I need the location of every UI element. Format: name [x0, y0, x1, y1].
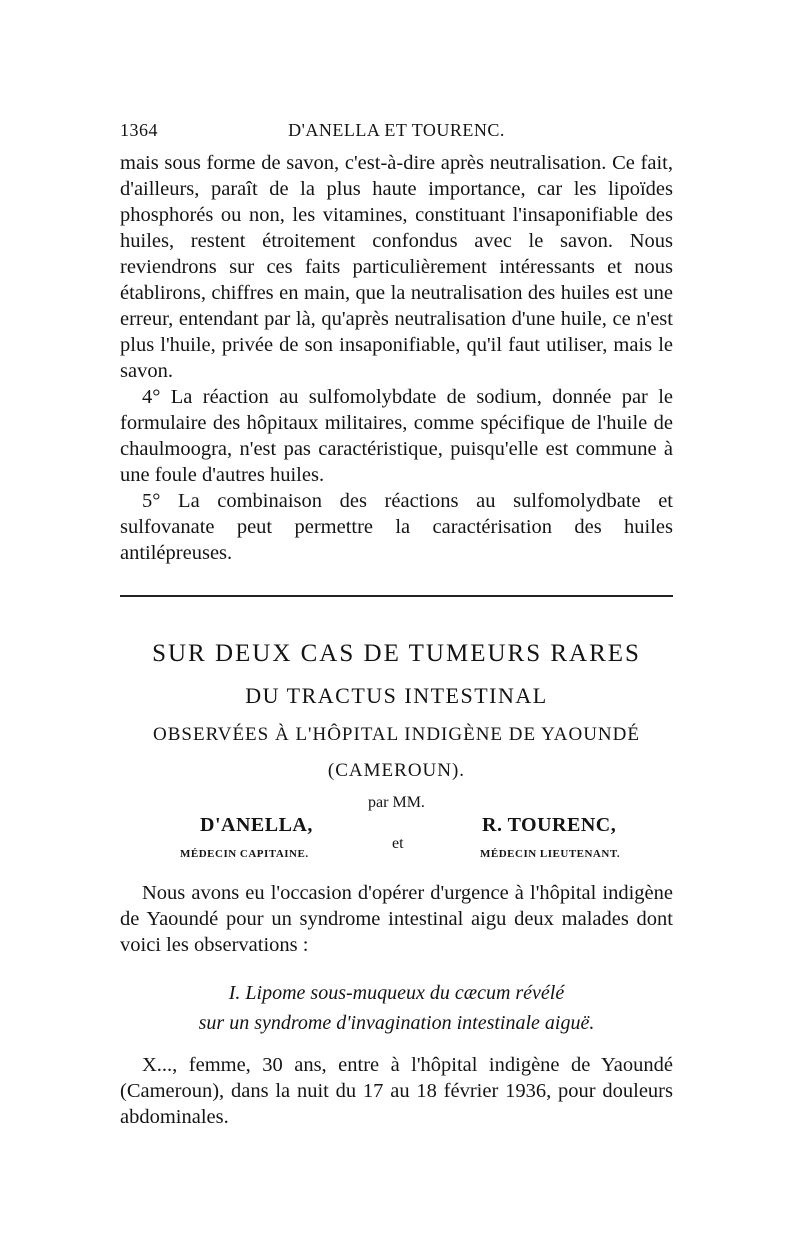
author-1-name: D'ANELLA,: [200, 814, 313, 836]
paragraph-point-4: 4° La réaction au sulfomolybdate de sodium, donnée par le formulaire des hôpitaux militaires, comme spécifique de l'huile de chaulmoogra, n'est pas caractéristique, puisqu'elle est commune à une foule d'autres huiles.: [120, 386, 673, 486]
byline-par: par MM.: [368, 794, 425, 811]
paragraph-continuation: mais sous forme de savon, c'est-à-dire après neutralisation. Ce fait, d'ailleurs, paraît de la plus haute importance, car les lipoïdes phosphorés ou non, les vitamines, constituant l'insaponifiable des huiles, restent étroitement confondus avec le savon. Nous reviendrons sur ces faits particulièrement intéressants et nous établirons, chiffres en main, que la neutralisation des huiles est une erreur, entendant par là, qu'après neutralisation d'une huile, ce n'est plus l'huile, privée de son insaponifiable, qu'il faut utiliser, mais le savon.: [120, 152, 673, 382]
paragraph-intro: Nous avons eu l'occasion d'opérer d'urgence à l'hôpital indigène de Yaoundé pour un syndrome intestinal aigu deux malades dont voici les observations :: [120, 882, 673, 956]
section-heading-line-1: I. Lipome sous-muqueux du cæcum révélé: [228, 982, 565, 1004]
section-divider: [120, 595, 673, 597]
article-title-line-1: SUR DEUX CAS DE TUMEURS RARES: [152, 640, 641, 667]
article-title-line-3: OBSERVÉES À L'HÔPITAL INDIGÈNE DE YAOUNDÉ: [153, 724, 640, 745]
section-heading-line-2: sur un syndrome d'invagination intestinale aiguë.: [198, 1012, 595, 1034]
paragraph-case: X..., femme, 30 ans, entre à l'hôpital indigène de Yaoundé (Cameroun), dans la nuit du 17 au 18 février 1936, pour douleurs abdominales.: [120, 1054, 673, 1128]
author-conjunction: et: [392, 835, 404, 852]
running-title: D'ANELLA ET TOURENC.: [288, 120, 505, 140]
article-title-line-2: DU TRACTUS INTESTINAL: [245, 683, 548, 708]
author-2-rank: MÉDECIN LIEUTENANT.: [480, 848, 621, 860]
paragraph-point-5: 5° La combinaison des réactions au sulfomolydbate et sulfovanate peut permettre la caractérisation des huiles antilépreuses.: [120, 490, 673, 564]
continuation-text: [120, 150, 673, 566]
case-text: [120, 1052, 673, 1130]
page-number: 1364: [120, 120, 158, 140]
article-title-line-4: (CAMEROUN).: [327, 760, 466, 781]
author-2-name: R. TOURENC,: [482, 814, 617, 836]
author-1-rank: MÉDECIN CAPITAINE.: [180, 848, 309, 860]
intro-text: [120, 880, 673, 958]
page-header: [120, 120, 673, 144]
